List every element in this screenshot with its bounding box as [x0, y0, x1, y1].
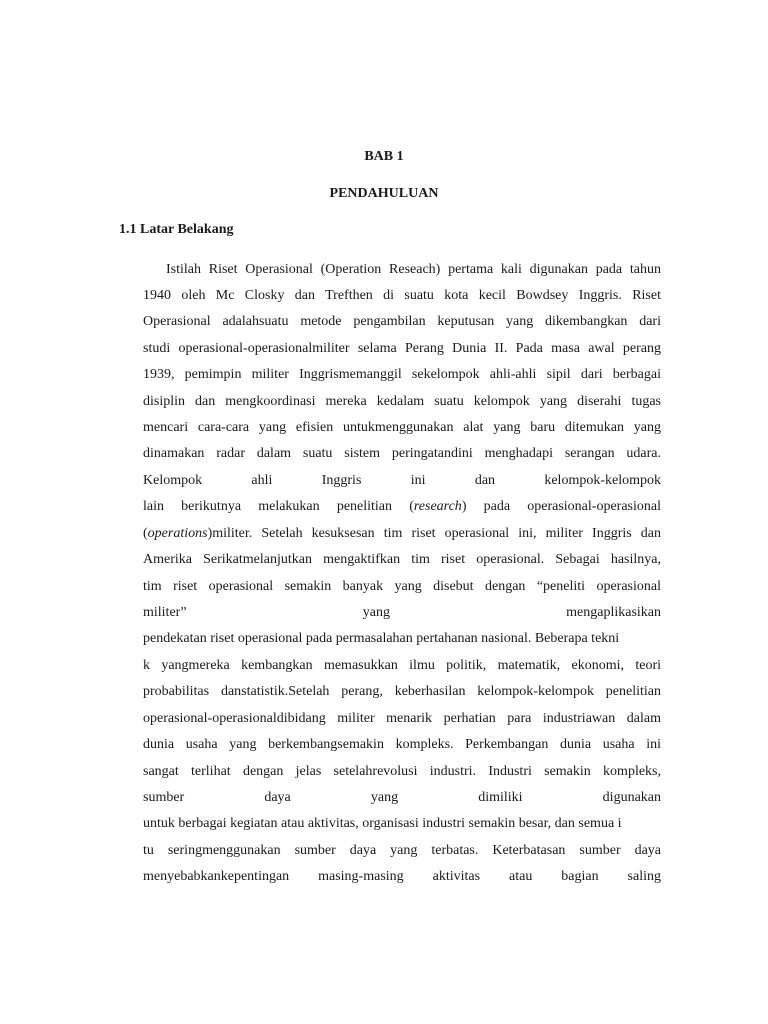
section-heading: 1.1 Latar Belakang: [119, 222, 234, 237]
paragraph-line: Operasional adalahsuatu metode pengambilan keputusan yang dikembangkan dari: [143, 314, 661, 329]
paragraph-line: operasional-operasionaldibidang militer menarik perhatian para industriawan dalam: [143, 711, 661, 726]
paragraph-line: [143, 498, 661, 516]
paragraph-line: 1940 oleh Mc Closky dan Trefthen di suatu kota kecil Bowdsey Inggris. Riset: [143, 288, 661, 303]
paragraph-line: Amerika Serikatmelanjutkan mengaktifkan tim riset operasional. Sebagai hasilnya,: [143, 552, 661, 567]
paragraph-line: untuk berbagai kegiatan atau aktivitas, organisasi industri semakin besar, dan semua i: [143, 816, 622, 831]
italic-term: research: [413, 499, 462, 514]
paragraph-line: tu seringmenggunakan sumber daya yang terbatas. Keterbatasan sumber daya: [143, 843, 661, 858]
italic-term: operations: [147, 526, 208, 541]
paragraph-line: Kelompok ahli Inggris ini dan kelompok-kelompok: [143, 473, 661, 488]
paragraph-line: sumber daya yang dimiliki digunakan: [143, 790, 661, 805]
paragraph-line: sangat terlihat dengan jelas setelahrevolusi industri. Industri semakin kompleks,: [143, 764, 661, 779]
paragraph-line: studi operasional-operasionalmiliter selama Perang Dunia II. Pada masa awal perang: [143, 341, 661, 356]
paragraph-line: militer” yang mengaplikasikan: [143, 605, 661, 620]
paragraph-line: [143, 525, 661, 543]
text-segment: )militer. Setelah kesuksesan tim riset operasional ini, militer Inggris dan: [207, 526, 661, 541]
text-segment: lain berikutnya melakukan penelitian (: [143, 499, 414, 514]
paragraph-line: tim riset operasional semakin banyak yang disebut dengan “peneliti operasional: [143, 579, 661, 594]
paragraph-line: 1939, pemimpin militer Inggrismemanggil sekelompok ahli-ahli sipil dari berbagai: [143, 367, 661, 382]
paragraph-line: disiplin dan mengkoordinasi mereka kedalam suatu kelompok yang diserahi tugas: [143, 394, 661, 409]
paragraph-line: k yangmereka kembangkan memasukkan ilmu politik, matematik, ekonomi, teori: [143, 658, 661, 673]
paragraph-line: dinamakan radar dalam suatu sistem peringatandini menghadapi serangan udara.: [143, 446, 661, 461]
paragraph-line: Istilah Riset Operasional (Operation Reseach) pertama kali digunakan pada tahun: [166, 262, 661, 277]
paragraph-line: pendekatan riset operasional pada permasalahan pertahanan nasional. Beberapa tekni: [143, 631, 620, 646]
paragraph-line: menyebabkankepentingan masing-masing aktivitas atau bagian saling: [143, 869, 661, 884]
chapter-title: PENDAHULUAN: [329, 186, 439, 201]
chapter-heading: BAB 1: [364, 149, 404, 164]
text-segment: ) pada operasional-operasional: [461, 499, 661, 514]
text-segment: (: [143, 526, 148, 541]
paragraph-line: probabilitas danstatistik.Setelah perang, keberhasilan kelompok-kelompok penelitian: [143, 684, 661, 699]
paragraph-line: mencari cara-cara yang efisien untukmenggunakan alat yang baru ditemukan yang: [143, 420, 661, 435]
paragraph-line: dunia usaha yang berkembangsemakin kompleks. Perkembangan dunia usaha ini: [143, 737, 661, 752]
